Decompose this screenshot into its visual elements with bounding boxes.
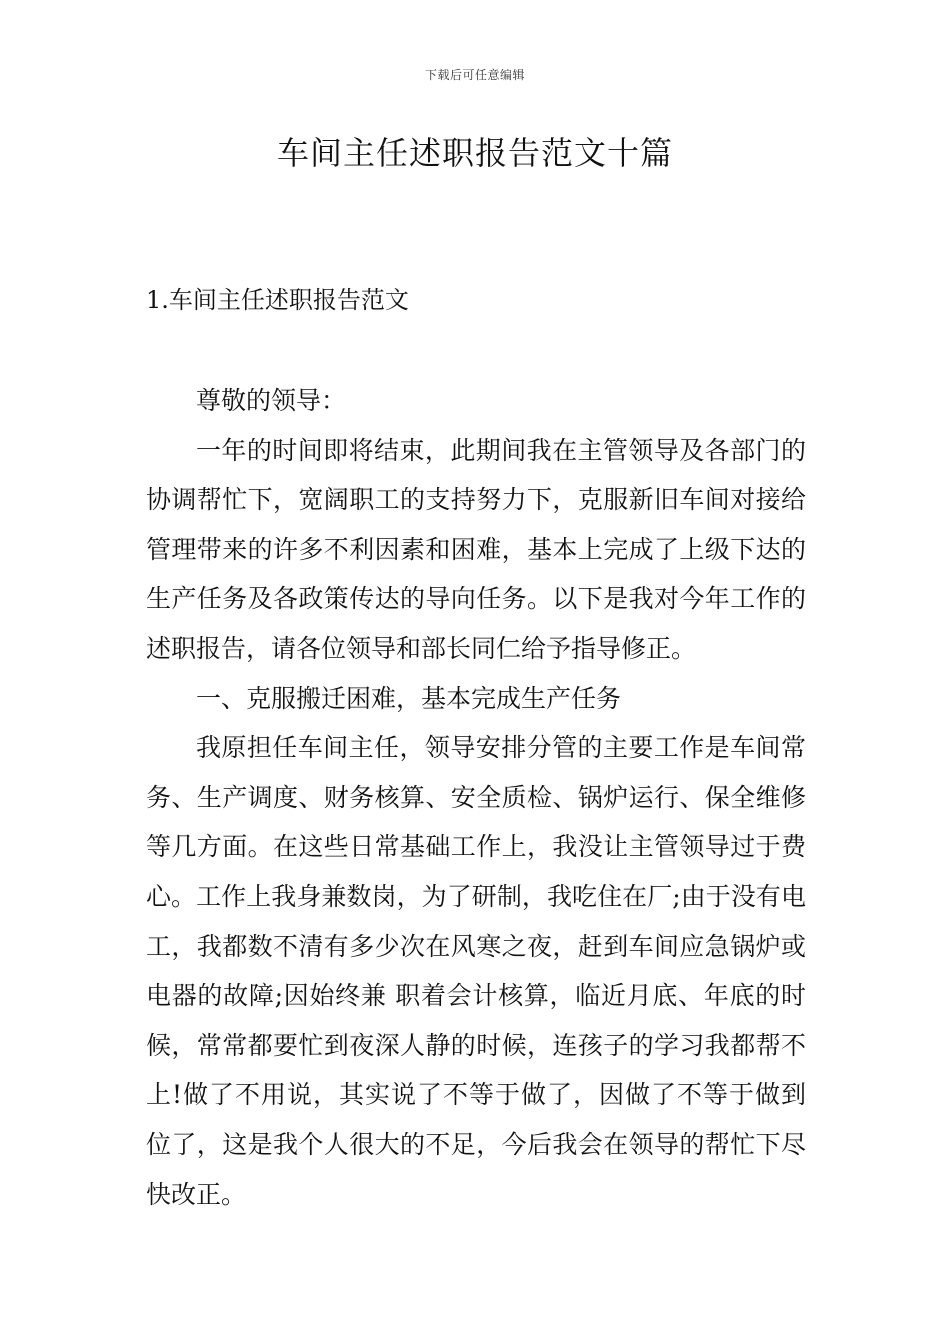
- subheading-paragraph: 一、克服搬迁困难，基本完成生产任务: [196, 683, 622, 713]
- section-heading: 1.车间主任述职报告范文: [146, 286, 409, 314]
- header-note: 下载后可任意编辑: [424, 68, 525, 82]
- document-title: 车间主任述职报告范文十篇: [276, 134, 673, 172]
- intro-paragraph: 一年的时间即将结束，此期间我在主管领导及各部门的协调帮忙下，宽阔职工的支持努力下，克服新旧车间对接给管理带来的许多不利因素和困难，基本上完成了上级下达的生产任务及各政策传达的导向任务。以下是我对今年工作的述职报告，请各位领导和部长同仁给予指导修正。: [146, 435, 806, 663]
- document-body: [146, 376, 806, 1219]
- body-paragraph: 我原担任车间主任，领导安排分管的主要工作是车间常务、生产调度、财务核算、安全质检、锅炉运行、保全维修等几方面。在这些日常基础工作上，我没让主管领导过于费心。工作上我身兼数岗，为了研制，我吃住在厂;由于没有电工，我都数不清有多少次在风寒之夜，赶到车间应急锅炉或电器的故障;因始终兼 职着会计核算，临近月底、年底的时候，常常都要忙到夜深人静的时候，连孩子的学习我都帮不上!做了不用说，其实说了不等于做了，因做了不等于做到位了，这是我个人很大的不足，今后我会在领导的帮忙下尽快改正。: [146, 733, 806, 1209]
- salutation-paragraph: 尊敬的领导：: [196, 386, 347, 415]
